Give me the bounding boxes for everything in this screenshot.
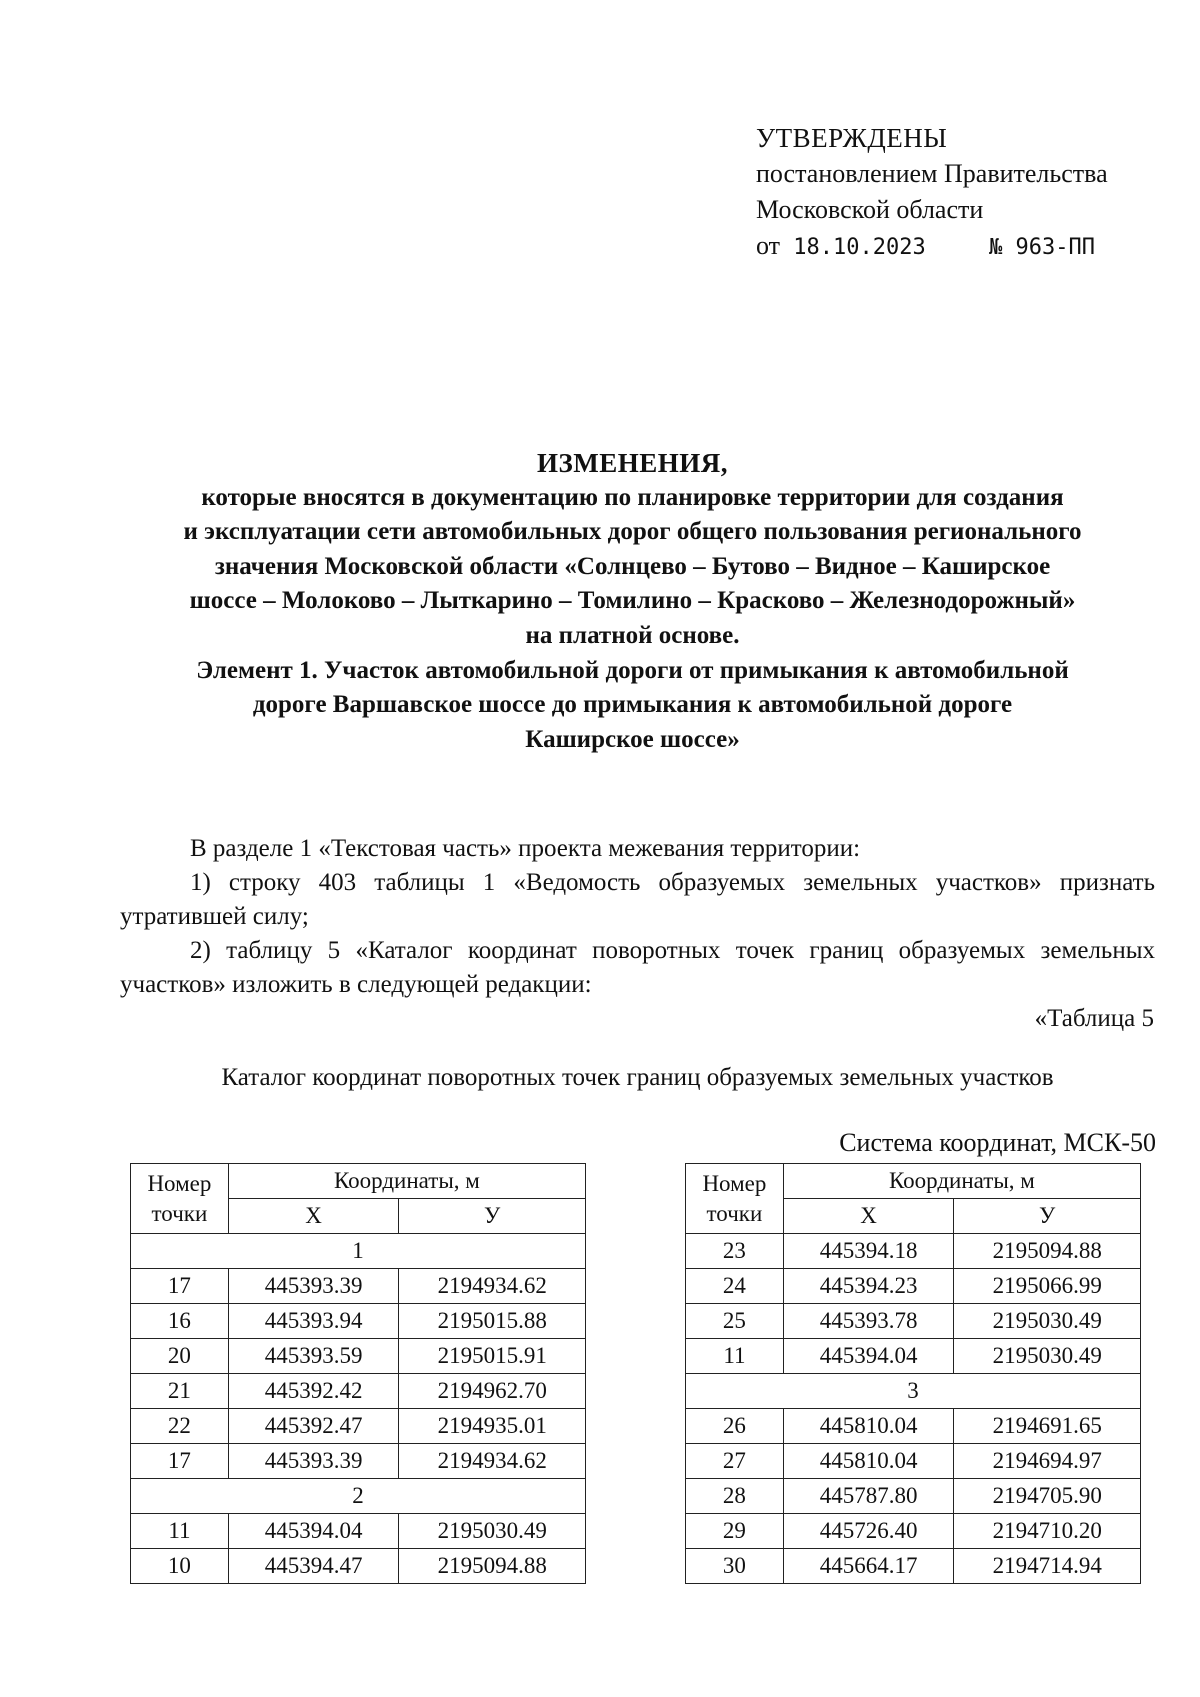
- point-number-cell: 20: [131, 1339, 229, 1374]
- header-coordinates: Координаты, м: [228, 1164, 585, 1199]
- y-coordinate-cell: 2194710.20: [954, 1514, 1141, 1549]
- point-number-cell: 17: [131, 1269, 229, 1304]
- x-coordinate-cell: 445394.47: [228, 1549, 399, 1584]
- y-coordinate-cell: 2195015.91: [399, 1339, 586, 1374]
- section-number-cell: 3: [686, 1374, 1141, 1409]
- table-section-row: [131, 1479, 586, 1514]
- table-section-row: [131, 1234, 586, 1269]
- table-row: [131, 1444, 586, 1479]
- x-coordinate-cell: 445393.39: [228, 1269, 399, 1304]
- approval-line-1: постановлением Правительства: [756, 159, 1108, 188]
- x-coordinate-cell: 445664.17: [783, 1549, 954, 1584]
- table-row: [686, 1234, 1141, 1269]
- heading-title: ИЗМЕНЕНИЯ,: [536, 448, 728, 478]
- table-caption: Каталог координат поворотных точек границ образуемых земельных участков: [221, 1064, 1054, 1091]
- point-number-cell: 10: [131, 1549, 229, 1584]
- y-coordinate-cell: 2195094.88: [954, 1234, 1141, 1269]
- point-number-cell: 26: [686, 1409, 784, 1444]
- x-coordinate-cell: 445810.04: [783, 1409, 954, 1444]
- section-number-cell: 2: [131, 1479, 586, 1514]
- header-point-number: Номер точки: [686, 1164, 784, 1234]
- header-y: У: [399, 1199, 586, 1234]
- heading-line: дороге Варшавское шоссе до примыкания к автомобильной дороге: [252, 691, 1013, 719]
- approval-block: [756, 120, 1108, 266]
- y-coordinate-cell: 2195015.88: [399, 1304, 586, 1339]
- point-number-cell: 25: [686, 1304, 784, 1339]
- y-coordinate-cell: 2194691.65: [954, 1409, 1141, 1444]
- table-row: [131, 1339, 586, 1374]
- body-paragraph-3: 2) таблицу 5 «Каталог координат поворотных точек границ образуемых земельных участков» изложить в следующей редакции:: [120, 937, 1155, 998]
- x-coordinate-cell: 445393.94: [228, 1304, 399, 1339]
- y-coordinate-cell: 2194935.01: [399, 1409, 586, 1444]
- y-coordinate-cell: 2194962.70: [399, 1374, 586, 1409]
- point-number-cell: 27: [686, 1444, 784, 1479]
- table-row: [686, 1514, 1141, 1549]
- body-paragraph-2: 1) строку 403 таблицы 1 «Ведомость образуемых земельных участков» признать утратившей силу;: [120, 869, 1155, 930]
- point-number-cell: 17: [131, 1444, 229, 1479]
- table-row: [131, 1549, 586, 1584]
- coordinates-table-right: [685, 1163, 1141, 1584]
- table-row: [131, 1304, 586, 1339]
- y-coordinate-cell: 2195030.49: [954, 1339, 1141, 1374]
- y-coordinate-cell: 2195030.49: [399, 1514, 586, 1549]
- coordinates-table-left: [130, 1163, 586, 1584]
- heading-line: Каширское шоссе»: [525, 725, 740, 753]
- approval-date-line: [756, 228, 1108, 266]
- section-number-cell: 1: [131, 1234, 586, 1269]
- point-number-cell: 11: [131, 1514, 229, 1549]
- table-row: [131, 1409, 586, 1444]
- approval-title: УТВЕРЖДЕНЫ: [756, 123, 948, 153]
- x-coordinate-cell: 445393.59: [228, 1339, 399, 1374]
- point-number-cell: 11: [686, 1339, 784, 1374]
- table-row: [131, 1374, 586, 1409]
- heading-line: которые вносятся в документацию по планировке территории для создания: [201, 483, 1064, 511]
- point-number-cell: 16: [131, 1304, 229, 1339]
- x-coordinate-cell: 445810.04: [783, 1444, 954, 1479]
- table-section-row: [686, 1374, 1141, 1409]
- table-row: [686, 1444, 1141, 1479]
- table-row: [686, 1269, 1141, 1304]
- header-x: X: [783, 1199, 954, 1234]
- y-coordinate-cell: 2194714.94: [954, 1549, 1141, 1584]
- coordinate-system-label: Система координат, МСК-50: [839, 1128, 1156, 1157]
- y-coordinate-cell: 2194705.90: [954, 1479, 1141, 1514]
- point-number-cell: 24: [686, 1269, 784, 1304]
- header-y: У: [954, 1199, 1141, 1234]
- heading-line: значения Московской области «Солнцево – Бутово – Видное – Каширское: [214, 552, 1051, 580]
- header-coordinates: Координаты, м: [783, 1164, 1140, 1199]
- y-coordinate-cell: 2195030.49: [954, 1304, 1141, 1339]
- point-number-cell: 23: [686, 1234, 784, 1269]
- heading-line: шоссе – Молоково – Лыткарино – Томилино – Красково – Железнодорожный»: [189, 587, 1076, 615]
- y-coordinate-cell: 2195094.88: [399, 1549, 586, 1584]
- point-number-cell: 21: [131, 1374, 229, 1409]
- approval-number: № 963-ПП: [988, 235, 1095, 260]
- table-row: [686, 1304, 1141, 1339]
- table-reference: «Таблица 5: [1034, 1005, 1154, 1032]
- x-coordinate-cell: 445392.47: [228, 1409, 399, 1444]
- approval-line-2: Московской области: [756, 195, 984, 224]
- x-coordinate-cell: 445394.04: [228, 1514, 399, 1549]
- y-coordinate-cell: 2194934.62: [399, 1269, 586, 1304]
- heading-line: и эксплуатации сети автомобильных дорог общего пользования регионального: [183, 518, 1082, 546]
- point-number-cell: 30: [686, 1549, 784, 1584]
- x-coordinate-cell: 445393.39: [228, 1444, 399, 1479]
- x-coordinate-cell: 445394.18: [783, 1234, 954, 1269]
- y-coordinate-cell: 2194934.62: [399, 1444, 586, 1479]
- heading-line: на платной основе.: [525, 621, 740, 649]
- heading-line: Элемент 1. Участок автомобильной дороги от примыкания к автомобильной: [196, 656, 1069, 684]
- point-number-cell: 29: [686, 1514, 784, 1549]
- table-row: [131, 1514, 586, 1549]
- body-text: [120, 832, 1155, 1002]
- approval-date: 18.10.2023: [793, 235, 926, 260]
- y-coordinate-cell: 2194694.97: [954, 1444, 1141, 1479]
- x-coordinate-cell: 445394.04: [783, 1339, 954, 1374]
- x-coordinate-cell: 445394.23: [783, 1269, 954, 1304]
- body-paragraph-1: В разделе 1 «Текстовая часть» проекта межевания территории:: [190, 835, 861, 862]
- table-row: [131, 1269, 586, 1304]
- table-row: [686, 1479, 1141, 1514]
- point-number-cell: 22: [131, 1409, 229, 1444]
- document-heading: [110, 446, 1155, 757]
- x-coordinate-cell: 445726.40: [783, 1514, 954, 1549]
- x-coordinate-cell: 445393.78: [783, 1304, 954, 1339]
- table-row: [686, 1339, 1141, 1374]
- x-coordinate-cell: 445787.80: [783, 1479, 954, 1514]
- header-x: X: [228, 1199, 399, 1234]
- header-point-number: Номер точки: [131, 1164, 229, 1234]
- point-number-cell: 28: [686, 1479, 784, 1514]
- table-row: [686, 1409, 1141, 1444]
- y-coordinate-cell: 2195066.99: [954, 1269, 1141, 1304]
- x-coordinate-cell: 445392.42: [228, 1374, 399, 1409]
- date-prefix: от: [756, 231, 781, 260]
- table-row: [686, 1549, 1141, 1584]
